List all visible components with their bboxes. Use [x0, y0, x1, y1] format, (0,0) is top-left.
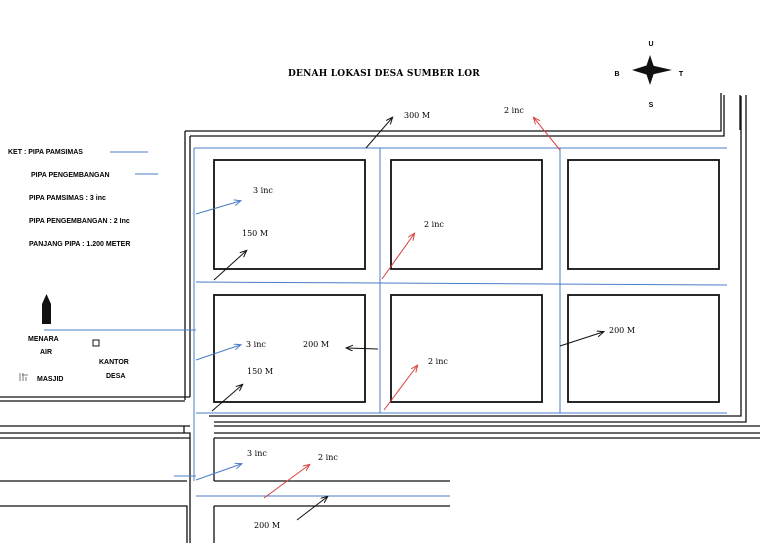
masjid-label: MASJID [37, 376, 64, 383]
map-title: DENAH LOKASI DESA SUMBER LOR [288, 69, 480, 79]
block-5 [391, 295, 542, 402]
block-3 [568, 160, 719, 269]
arrow-300m [366, 118, 392, 148]
legend-pipe-length: PANJANG PIPA : 1.200 METER [29, 241, 131, 248]
water-tower-icon [42, 294, 51, 324]
legend-pengembangan-size: PIPA PENGEMBANGAN : 2 Inc [29, 218, 130, 225]
kantor-desa-icon [93, 340, 99, 346]
label-b1-3inc: 3 inc [253, 186, 273, 195]
kantor-desa-label-1: KANTOR [99, 359, 129, 366]
label-b2-2inc: 2 inc [424, 220, 444, 229]
block-4 [214, 295, 365, 402]
label-bottom-2inc: 2 inc [318, 453, 338, 462]
label-top-2inc: 2 inc [504, 106, 524, 115]
arrow-b1-3inc [196, 201, 240, 214]
compass-north: U [648, 41, 654, 48]
arrow-b2-2inc [382, 234, 414, 279]
legend-pamsimas-size: PIPA PAMSIMAS : 3 inc [29, 195, 106, 202]
label-b4-200m: 200 M [303, 340, 330, 349]
arrow-b5-2inc [384, 366, 417, 410]
kantor-desa-label-2: DESA [106, 373, 126, 380]
menara-air-label-2: AIR [40, 349, 53, 356]
label-b4-3inc: 3 inc [246, 340, 266, 349]
legend-pipa-pengembangan: PIPA PENGEMBANGAN [31, 172, 110, 179]
label-bottom-200m: 200 M [254, 521, 281, 530]
mosque-icon [20, 373, 28, 381]
landmarks [20, 294, 129, 383]
block-6 [568, 295, 719, 402]
arrow-b6-200m [560, 332, 603, 346]
label-b1-150m: 150 M [242, 229, 269, 238]
compass-east: T [678, 71, 684, 78]
arrow-b4-200m [347, 348, 378, 349]
menara-air-label-1: MENARA [28, 336, 59, 343]
label-b6-200m: 200 M [609, 326, 636, 335]
arrow-top-2inc [534, 118, 560, 150]
arrow-b4-3inc [196, 345, 240, 360]
compass-west: B [614, 71, 620, 78]
label-b5-2inc: 2 inc [428, 357, 448, 366]
label-bottom-3inc: 3 inc [247, 449, 267, 458]
compass-icon [614, 41, 683, 109]
label-top-300m: 300 M [404, 111, 431, 120]
block-2 [391, 160, 542, 269]
block-1 [214, 160, 365, 269]
legend [8, 149, 130, 248]
label-b4-150m: 150 M [247, 367, 274, 376]
legend-pipa-pamsimas: KET : PIPA PAMSIMAS [8, 149, 83, 156]
arrow-b1-150m [214, 251, 246, 280]
arrow-bottom-200m [297, 497, 327, 520]
arrow-b4-150m [212, 385, 242, 411]
village-blocks [214, 160, 719, 402]
annotation-labels [242, 106, 635, 530]
arrow-bottom-3inc [196, 464, 241, 480]
compass-south: S [648, 102, 654, 109]
pipe-network-pamsimas [44, 148, 727, 496]
